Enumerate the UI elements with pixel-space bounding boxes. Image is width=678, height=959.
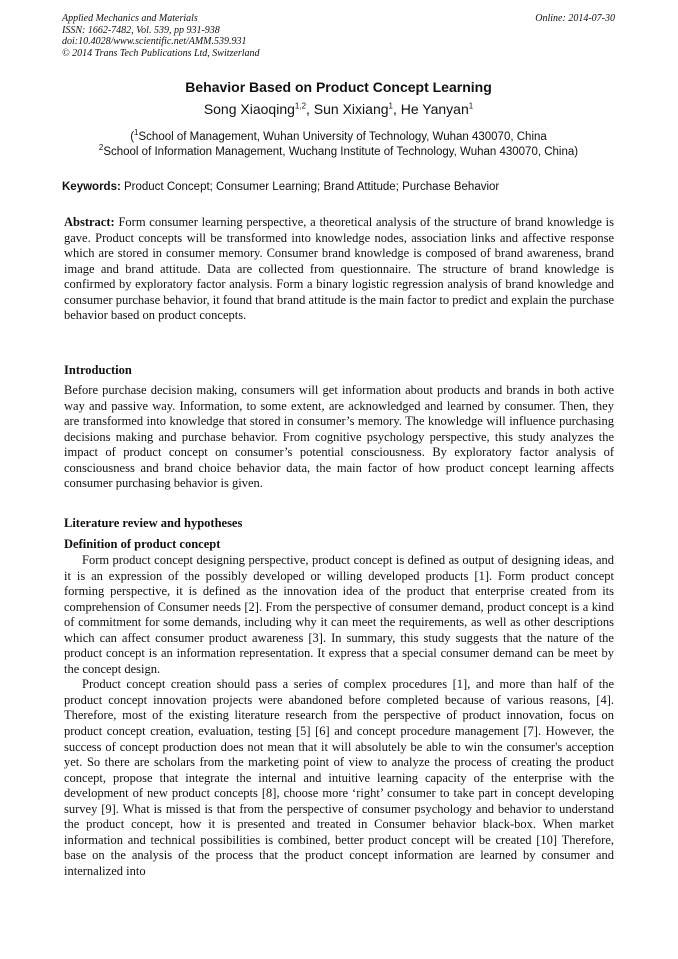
abstract-text: Form consumer learning perspective, a theoretical analysis of the structure of brand knowledge is gave. Product concepts will be transformed into knowledge nodes, association links and affective response which are stored in consumer memory. Consumer brand knowledge is composed of brand awareness, brand image and brand attitude. Data are collected from questionnaire. The structure of brand knowledge is confirmed by exploratory factor analysis. Form a binary logistic regression analysis of brand knowledge and consumer purchase behavior, it found that brand attitude is the main factor to predict and explain the purchase behavior based on product concepts. (64, 215, 615, 323)
affiliation-text: School of Management, Wuhan University of Technology, Wuhan 430070, China (138, 131, 547, 143)
online-date: Online: 2014-07-30 (535, 13, 615, 24)
journal-header (62, 13, 615, 59)
abstract-label: Abstract: (64, 215, 115, 229)
doi-line: doi:10.4028/www.scientific.net/AMM.539.931 (62, 36, 247, 47)
author-affiliation-mark: 1 (468, 101, 474, 111)
journal-name: Applied Mechanics and Materials (62, 13, 198, 24)
affiliation-1 (62, 128, 615, 143)
keywords (62, 181, 615, 193)
introduction-heading: Introduction (64, 363, 132, 377)
author-affiliation-mark: 1 (388, 101, 393, 111)
author-affiliation-mark: 1,2 (294, 101, 307, 111)
affiliation-bracket: ( (130, 131, 135, 143)
introduction-text: Before purchase decision making, consumers will get information about products and brands in both active way and passive way. Information, to some extent, are acknowledged and learned by consumer. Then, they are transformed into knowledge that stored in consumer’s memory. The knowledge will influence purchasing decisions making and purchase behavior. From cognitive psychology perspective, this study analyzes the impact of product concept on consumer’s potential consciousness. By exploratory factor analysis of consciousness and brand choice behavior data, the main factor of how product concept learning affects consumer purchasing behavior is given. (64, 383, 614, 491)
affiliation-2 (62, 143, 615, 158)
keywords-label: Keywords: (62, 181, 121, 193)
abstract (64, 215, 614, 324)
affiliation-mark: 2 (98, 143, 104, 153)
paragraph: Form product concept designing perspective, product concept is defined as output of designing ideas, and it is an expression of the possibly developed or willing developed products [1]. Form product concept forming perspective, it is defined as the innovation idea of the product that enterprise created from its comprehension of Consumer needs [2]. From the perspective of consumer demand, product concept is a kind of commitment for some demands, including why it can meet the requirements, as well as other descriptions which can affect consumer product awareness [3]. In summary, this study suggests that the nature of the product concept is an information representation. It express that a special consumer demand can be meet by the concept design. (64, 553, 614, 676)
issn-line: ISSN: 1662-7482, Vol. 539, pp 931-938 (62, 24, 220, 36)
affiliation-mark: 1 (134, 128, 139, 138)
definition-subheading: Definition of product concept (64, 537, 221, 551)
author-list: Song Xiaoqing$^{1,2}$, Sun Xixiang$^1$, He Yanyan$^1$ (203, 101, 474, 117)
affiliation-text: School of Information Management, Wuchang Institute of Technology, Wuhan 430070, China) (103, 146, 579, 158)
author-name: Sun Xixiang (313, 101, 389, 117)
paragraph: Product concept creation should pass a series of complex procedures [1], and more than half of the product concept innovation projects were abandoned before completed because of various reasons, [4]. Therefore, most of the existing literature research from the perspective of product innovation, focus on product concept creation, evaluation, testing [5] [6] and concept procedure management [7]. However, the success of concept production does not mean that it will absolutely be able to win the consumer's acception yet. So there are scholars from the marketing point of view to analyze the process of creating the product concept, propose that integrate the internal and intuitive learning capacity of the enterprise with the development of new product concepts [8], choose more ‘right’ consumer to take part in concept developing survey [9]. What is missed is that from the perspective of consumer psychology and behavior to understand the product concept, how it is presented and treated in Consumer behavior black-box. When market information and technical possibilities is combined, better product concept will be created [10] Therefore, base on the analysis of the process that the product concept information are learned by consumer and internalized into (64, 677, 614, 878)
author-name: He Yanyan (400, 101, 469, 117)
copyright-line: © 2014 Trans Tech Publications Ltd, Switzerland (62, 47, 260, 59)
definition-section (64, 553, 614, 879)
author-name: Song Xiaoqing (203, 101, 295, 117)
paper-title: Behavior Based on Product Concept Learning (185, 79, 492, 95)
literature-heading: Literature review and hypotheses (64, 516, 243, 530)
keywords-text: Product Concept; Consumer Learning; Brand Attitude; Purchase Behavior (124, 181, 500, 193)
